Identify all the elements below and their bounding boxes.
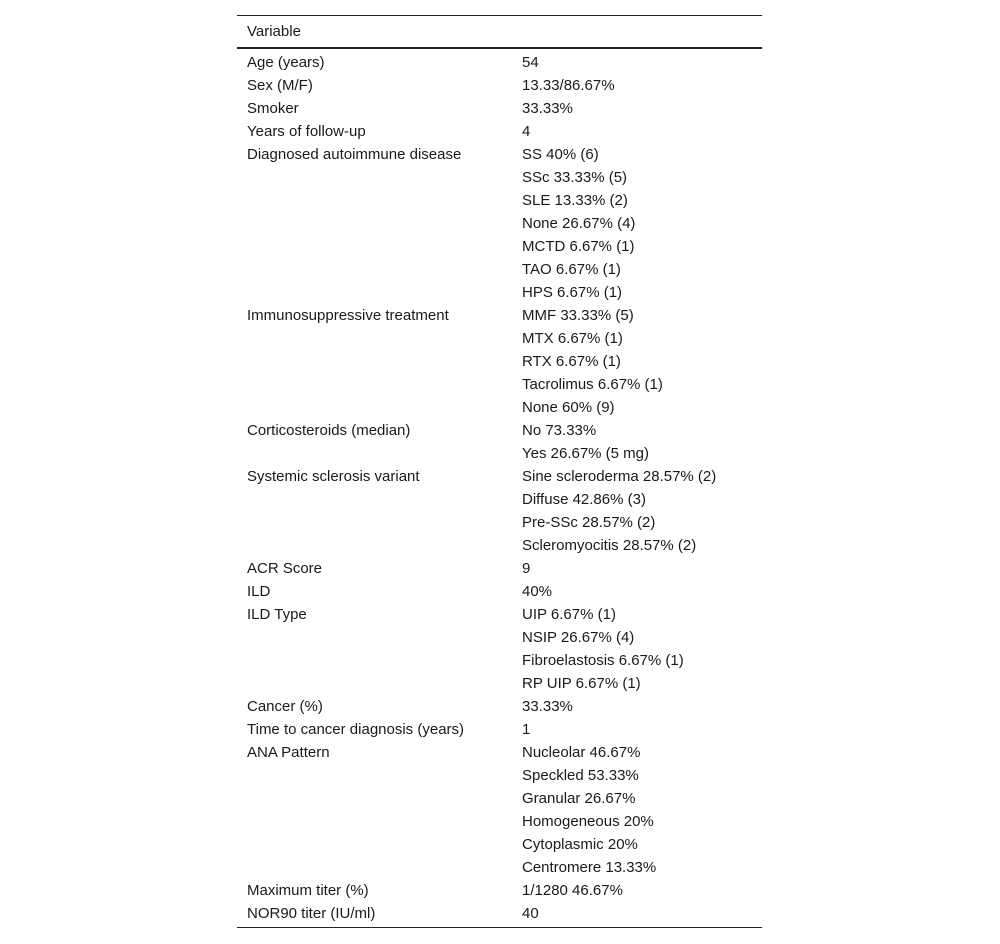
row-label: ILD Type xyxy=(247,606,307,623)
row-label xyxy=(237,166,512,189)
row-label xyxy=(237,212,512,235)
row-value: TAO 6.67% (1) xyxy=(522,261,621,278)
row-value: Diffuse 42.86% (3) xyxy=(522,491,646,508)
row-value: 4 xyxy=(522,123,531,140)
row-label: Maximum titer (%) xyxy=(247,882,369,899)
table-row xyxy=(237,465,762,488)
row-value: Nucleolar 46.67% xyxy=(522,744,641,761)
row-value: 54 xyxy=(522,54,539,71)
table-row xyxy=(237,48,762,74)
table-row xyxy=(237,879,762,902)
row-value: Centromere 13.33% xyxy=(522,859,657,876)
row-value: 40% xyxy=(522,583,553,600)
row-label xyxy=(237,856,512,879)
table-row xyxy=(237,603,762,626)
table-row xyxy=(237,695,762,718)
row-value: No 73.33% xyxy=(522,422,597,439)
row-value: Granular 26.67% xyxy=(522,790,636,807)
row-value: 13.33/86.67% xyxy=(522,77,615,94)
row-value: 33.33% xyxy=(522,698,573,715)
row-label xyxy=(237,810,512,833)
row-value: SLE 13.33% (2) xyxy=(522,192,628,209)
row-value: MMF 33.33% (5) xyxy=(522,307,634,324)
row-value: Yes 26.67% (5 mg) xyxy=(522,445,650,462)
row-label: Time to cancer diagnosis (years) xyxy=(247,721,465,738)
row-label: Age (years) xyxy=(247,54,325,71)
row-label xyxy=(237,511,512,534)
row-value: UIP 6.67% (1) xyxy=(522,606,616,623)
header-value xyxy=(512,16,762,49)
row-label xyxy=(237,258,512,281)
row-label xyxy=(237,350,512,373)
table-row xyxy=(237,741,762,764)
row-value: SSc 33.33% (5) xyxy=(522,169,628,186)
row-label xyxy=(237,672,512,695)
row-value: None 26.67% (4) xyxy=(522,215,636,232)
table-row xyxy=(237,304,762,327)
header-variable: Variable xyxy=(247,23,301,40)
table-row xyxy=(237,350,762,373)
table-row xyxy=(237,557,762,580)
table-body xyxy=(237,48,762,927)
row-label xyxy=(237,281,512,304)
row-value: Speckled 53.33% xyxy=(522,767,639,784)
row-value: RTX 6.67% (1) xyxy=(522,353,621,370)
row-value: Pre-SSc 28.57% (2) xyxy=(522,514,656,531)
table-row xyxy=(237,580,762,603)
row-value: Tacrolimus 6.67% (1) xyxy=(522,376,663,393)
row-label xyxy=(237,626,512,649)
table-row xyxy=(237,373,762,396)
table-row xyxy=(237,488,762,511)
row-value: MCTD 6.67% (1) xyxy=(522,238,635,255)
table-row xyxy=(237,212,762,235)
table-row xyxy=(237,856,762,879)
table-row xyxy=(237,787,762,810)
table-row xyxy=(237,833,762,856)
table-row xyxy=(237,534,762,557)
row-value: RP UIP 6.67% (1) xyxy=(522,675,641,692)
row-value: Fibroelastosis 6.67% (1) xyxy=(522,652,684,669)
table-row xyxy=(237,120,762,143)
table-row xyxy=(237,166,762,189)
row-label: Sex (M/F) xyxy=(247,77,313,94)
row-label xyxy=(237,327,512,350)
row-label xyxy=(237,833,512,856)
row-value: HPS 6.67% (1) xyxy=(522,284,623,301)
table-bottom-rule xyxy=(237,927,762,928)
row-value: NSIP 26.67% (4) xyxy=(522,629,635,646)
table-row xyxy=(237,258,762,281)
table-row xyxy=(237,235,762,258)
row-label xyxy=(237,373,512,396)
row-label: NOR90 titer (IU/ml) xyxy=(247,905,376,922)
row-value: None 60% (9) xyxy=(522,399,615,416)
row-label xyxy=(237,235,512,258)
row-value: 1 xyxy=(522,721,531,738)
row-label: Cancer (%) xyxy=(247,698,323,715)
table-row xyxy=(237,902,762,927)
table-row xyxy=(237,143,762,166)
row-label: Systemic sclerosis variant xyxy=(247,468,420,485)
row-value: MTX 6.67% (1) xyxy=(522,330,623,347)
table-row xyxy=(237,97,762,120)
table-row xyxy=(237,511,762,534)
row-value: 1/1280 46.67% xyxy=(522,882,623,899)
table-row xyxy=(237,396,762,419)
table-row xyxy=(237,718,762,741)
row-value: 33.33% xyxy=(522,100,573,117)
row-value: 40 xyxy=(522,905,539,922)
row-label: ILD xyxy=(247,583,271,600)
row-value: Sine scleroderma 28.57% (2) xyxy=(522,468,717,485)
table-row xyxy=(237,649,762,672)
table-row xyxy=(237,74,762,97)
row-label xyxy=(237,649,512,672)
row-value: SS 40% (6) xyxy=(522,146,599,163)
table-row xyxy=(237,810,762,833)
row-label: Years of follow-up xyxy=(247,123,366,140)
row-label xyxy=(237,488,512,511)
row-label: Diagnosed autoimmune disease xyxy=(247,146,462,163)
row-value: Homogeneous 20% xyxy=(522,813,654,830)
row-label xyxy=(237,189,512,212)
table-row xyxy=(237,626,762,649)
row-label xyxy=(237,764,512,787)
row-label: Smoker xyxy=(247,100,299,117)
row-label: Corticosteroids (median) xyxy=(247,422,411,439)
table-row xyxy=(237,672,762,695)
table-row xyxy=(237,764,762,787)
row-label: ACR Score xyxy=(247,560,323,577)
table-row xyxy=(237,327,762,350)
row-value: Scleromyocitis 28.57% (2) xyxy=(522,537,697,554)
table-header xyxy=(237,16,762,49)
row-value: Cytoplasmic 20% xyxy=(522,836,638,853)
row-value: 9 xyxy=(522,560,531,577)
row-label xyxy=(237,534,512,557)
table-row xyxy=(237,189,762,212)
table-row xyxy=(237,419,762,442)
row-label xyxy=(237,787,512,810)
header-row xyxy=(237,16,762,49)
row-label: ANA Pattern xyxy=(247,744,330,761)
row-label xyxy=(237,442,512,465)
row-label xyxy=(237,396,512,419)
row-label: Immunosuppressive treatment xyxy=(247,307,449,324)
table-row xyxy=(237,281,762,304)
patient-characteristics-table xyxy=(237,15,762,927)
data-table-container xyxy=(237,15,762,928)
table-row xyxy=(237,442,762,465)
